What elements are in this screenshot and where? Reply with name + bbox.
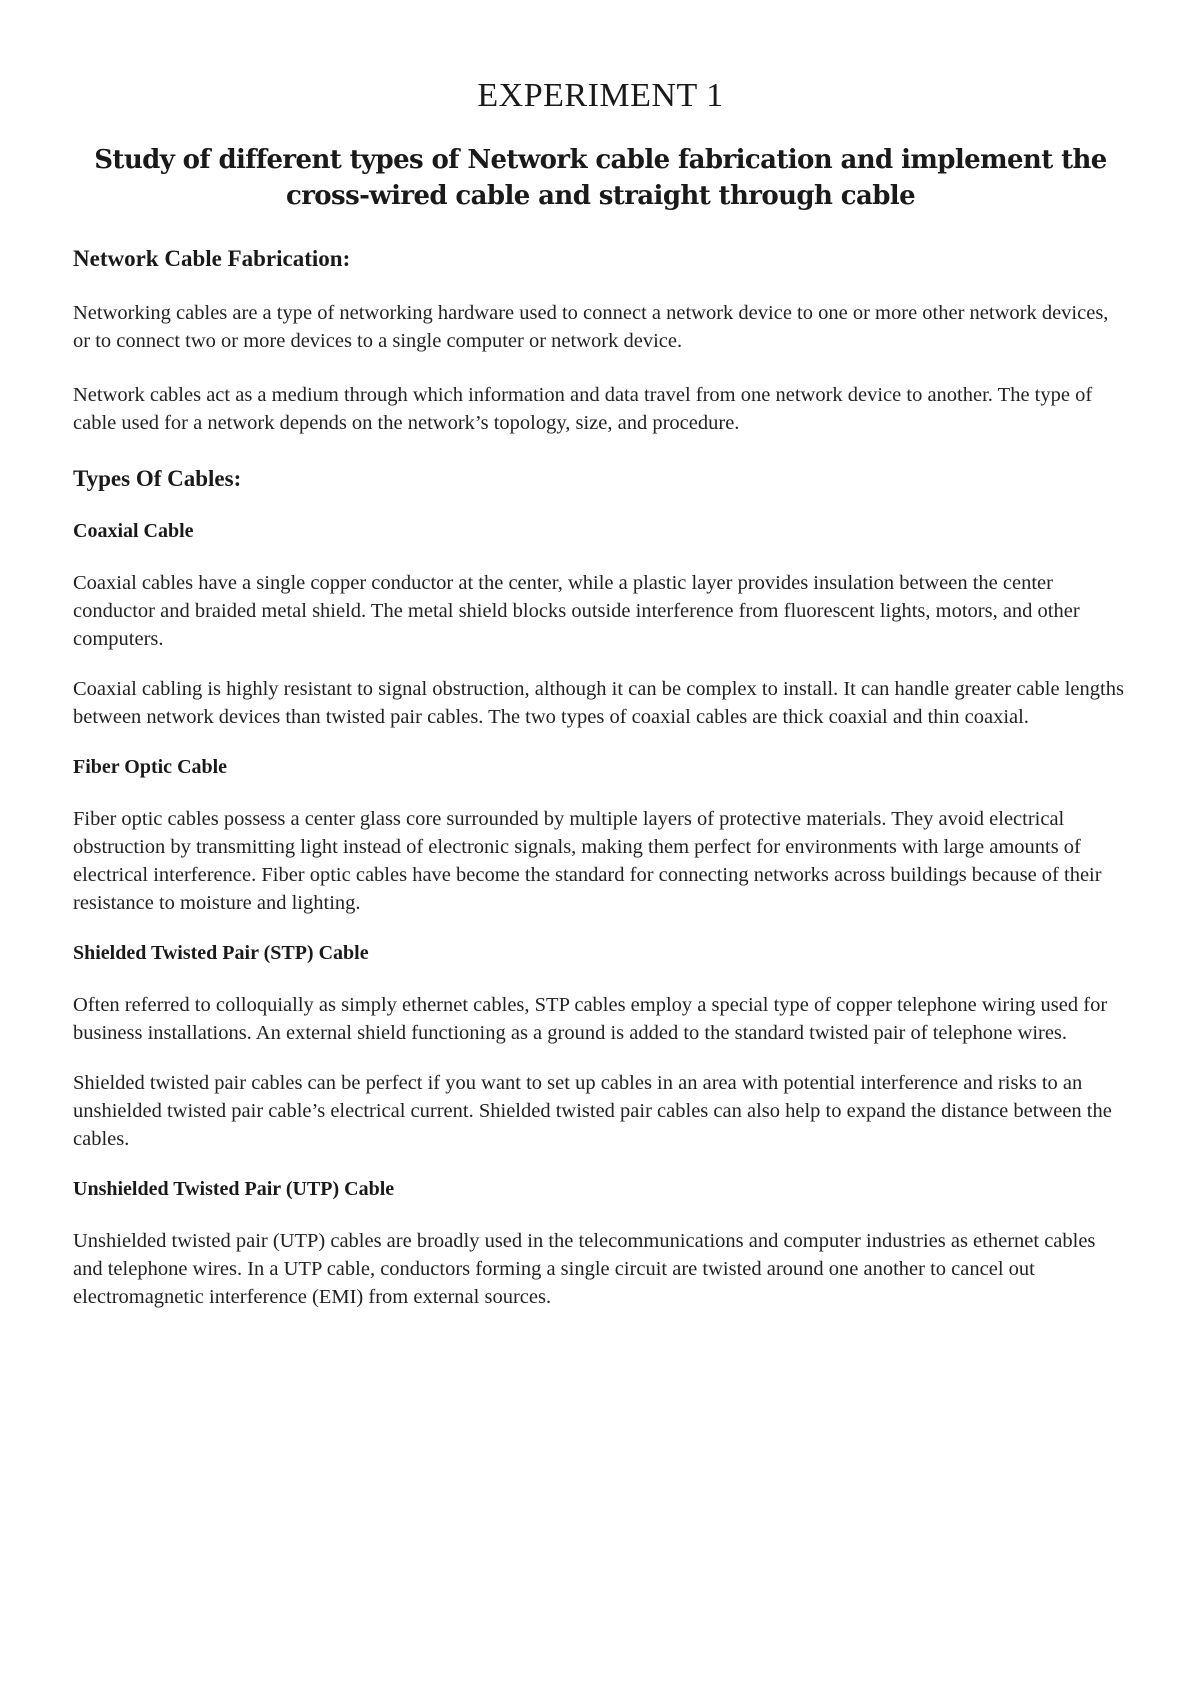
paragraph: Coaxial cables have a single copper conductor at the center, while a plastic layer provides insulation between the center conductor and braided metal shield. The metal shield blocks outside interference from fluorescent lights, motors, and other computers. [73, 572, 1080, 650]
paragraph: Networking cables are a type of networking hardware used to connect a network device to one or more other network devices, or to connect two or more devices to a single computer or network device. [73, 302, 1109, 352]
document-title: EXPERIMENT 1 [477, 77, 724, 114]
subheading-stp-cable: Shielded Twisted Pair (STP) Cable [73, 942, 369, 964]
section-heading-network-cable-fabrication: Network Cable Fabrication: [73, 246, 351, 271]
subheading-utp-cable: Unshielded Twisted Pair (UTP) Cable [73, 1178, 395, 1200]
paragraph: Unshielded twisted pair (UTP) cables are broadly used in the telecommunications and computer industries as ethernet cables and telephone wires. In a UTP cable, conductors forming a single circuit are twisted around one another to cancel out electromagnetic interference (EMI) from external sources. [73, 1230, 1096, 1308]
section-heading-types-of-cables: Types Of Cables: [73, 466, 242, 491]
paragraph: Fiber optic cables possess a center glass core surrounded by multiple layers of protective materials. They avoid electrical obstruction by transmitting light instead of electronic signals, making them perfect for environments with large amounts of electrical interference. Fiber optic cables have become the standard for connecting networks across buildings because of their resistance to moisture and lighting. [73, 808, 1102, 914]
paragraph: Network cables act as a medium through which information and data travel from one network device to another. The type of cable used for a network depends on the network’s topology, size, and procedure. [73, 384, 1093, 434]
subheading-fiber-optic-cable: Fiber Optic Cable [73, 756, 228, 778]
document-subtitle: Study of different types of Network cable fabrication and implement the cross-wired cable and straight through cable [94, 145, 1107, 211]
paragraph: Often referred to colloquially as simply ethernet cables, STP cables employ a special type of copper telephone wiring used for business installations. An external shield functioning as a ground is added to the standard twisted pair of telephone wires. [73, 994, 1108, 1044]
subheading-coaxial-cable: Coaxial Cable [73, 520, 194, 542]
paragraph: Shielded twisted pair cables can be perfect if you want to set up cables in an area with potential interference and risks to an unshielded twisted pair cable’s electrical current. Shielded twisted pair cables can also help to expand the distance between the cables. [73, 1072, 1112, 1150]
paragraph: Coaxial cabling is highly resistant to signal obstruction, although it can be complex to install. It can handle greater cable lengths between network devices than twisted pair cables. The two types of coaxial cables are thick coaxial and thin coaxial. [73, 678, 1124, 728]
